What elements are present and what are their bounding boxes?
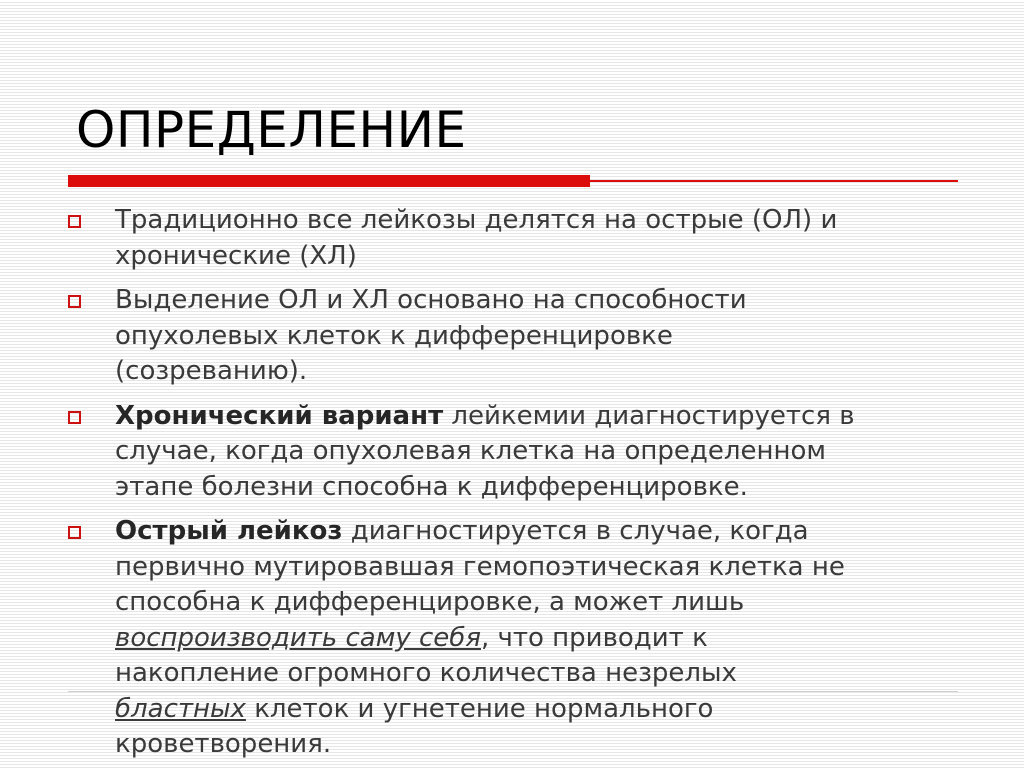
title-underline-thick bbox=[68, 175, 590, 187]
bullet-4-line-4-rest: , что приводит к bbox=[480, 622, 708, 653]
bullet-1-line-2: хронические (ХЛ) bbox=[115, 240, 357, 271]
footer-divider bbox=[68, 691, 958, 692]
bullet-4-line-4 bbox=[115, 621, 976, 657]
bullet-4-line-1-rest: диагностируется в случае, когда bbox=[342, 516, 809, 546]
bullet-3-line-2: случае, когда опухолевая клетка на определенном bbox=[115, 436, 827, 466]
bullet-2-line-3: (созреванию). bbox=[115, 356, 308, 386]
slide-title: ОПРЕДЕЛЕНИЕ bbox=[76, 101, 467, 159]
blast-cells-emphasis: бластных bbox=[115, 693, 246, 724]
bullet-2-line-1: Выделение ОЛ и ХЛ основано на способности bbox=[115, 285, 747, 315]
hollow-square-bullet-icon bbox=[68, 411, 81, 424]
bullet-4-line-1 bbox=[115, 514, 976, 550]
bullet-item-basis bbox=[66, 283, 976, 390]
hollow-square-bullet-icon bbox=[68, 295, 81, 308]
bullet-4-line-3: способна к дифференцировке, а может лишь bbox=[115, 587, 745, 617]
bullet-4-line-7: кроветворения. bbox=[115, 729, 332, 759]
bullet-4-line-6-rest: клеток и угнетение нормального bbox=[245, 693, 714, 724]
chronic-variant-term: Хронический вариант bbox=[115, 400, 444, 431]
bullet-3-line-3: этапе болезни способна к дифференцировке. bbox=[115, 471, 748, 502]
bullet-3-line-1 bbox=[115, 399, 976, 435]
acute-leukemia-term: Острый лейкоз bbox=[115, 516, 343, 546]
bullet-list bbox=[66, 203, 976, 763]
bullet-item-acute bbox=[66, 514, 976, 763]
bullet-4-line-6 bbox=[115, 692, 976, 728]
bullet-3-line-1-rest: лейкемии диагностируется в bbox=[443, 400, 855, 431]
bullet-item-chronic bbox=[66, 399, 976, 506]
hollow-square-bullet-icon bbox=[68, 526, 81, 539]
bullet-item-classification bbox=[66, 203, 976, 274]
bullet-1-line-1: Традиционно все лейкозы делятся на острые (ОЛ) и bbox=[115, 205, 838, 235]
self-reproduce-emphasis: воспроизводить саму себя bbox=[115, 622, 481, 653]
bullet-4-line-5: накопление огромного количества незрелых bbox=[115, 658, 737, 688]
bullet-4-line-2: первично мутировавшая гемопоэтическая клетка не bbox=[115, 551, 845, 582]
hollow-square-bullet-icon bbox=[68, 215, 81, 228]
bullet-2-line-2: опухолевых клеток к дифференцировке bbox=[115, 320, 673, 351]
title-underline-thin bbox=[590, 180, 958, 182]
